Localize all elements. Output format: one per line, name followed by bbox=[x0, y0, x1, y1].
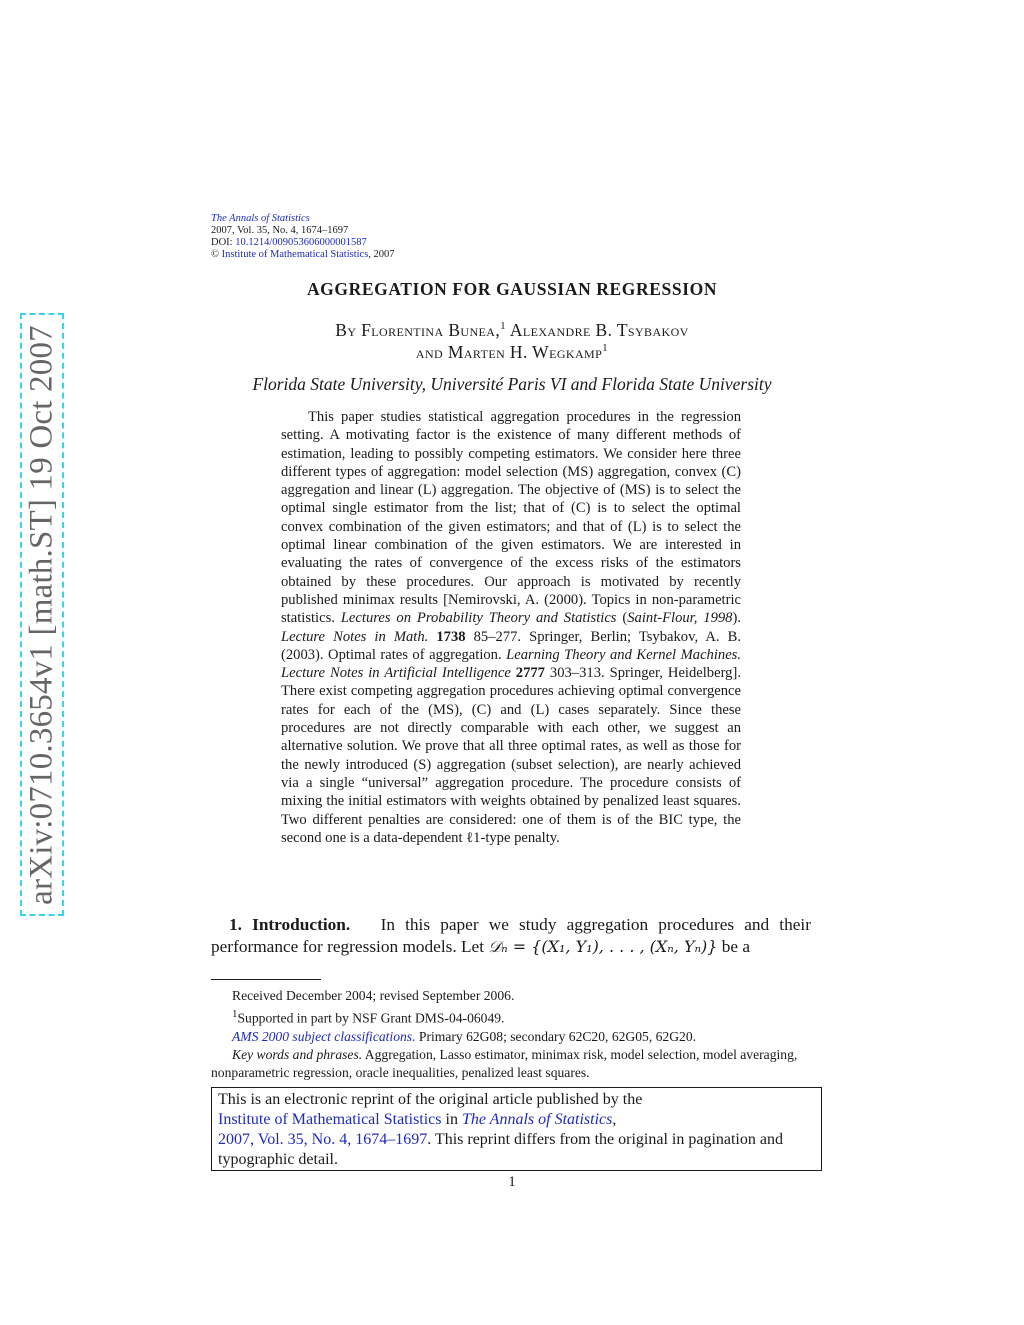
journal-reprint-link[interactable]: The Annals of Statistics bbox=[461, 1111, 613, 1128]
author-wegkamp: and Marten H. Wegkamp bbox=[415, 342, 603, 362]
paper-title: AGGREGATION FOR GAUSSIAN REGRESSION bbox=[306, 279, 718, 299]
copyright-year: , 2007 bbox=[368, 249, 395, 260]
abstract: This paper studies statistical aggregation procedures in the regression setting. A motivating factor is the existence of many different methods of estimation, leading to possibly competing estimators. We consider here three different types of aggregation: model selection (MS) aggregation, convex (C) aggregation and linear (L) aggregation. The objective of (MS) is to select the optimal single estimator from the list; that of (C) is to select the optimal convex combination of the given estimators; and that of (L) is to select the optimal linear combination of the given estimators. We are interested in evaluating the rates of convergence of the excess risks of the estimators obtained by these procedures. Our approach is motivated by recently published minimax results [Nemirovski, A. (2000). Topics in non-parametric statistics. Lectures on Probability Theory and Statistics (Saint-Flour, 1998). Lecture Notes in Math. 1738 85–277. Springer, Berlin; Tsybakov, A. B. (2003). Optimal rates of aggregation. Learning Theory and Kernel Machines. Lecture Notes in Artificial Intelligence 2777 303–313. Springer, Heidelberg]. There exist competing aggregation procedures achieving optimal convergence rates for each of the (MS), (C) and (L) cases separately. Since these procedures are not directly comparable with each other, we suggest an alternative solution. We prove that all three optimal rates, as well as those for the newly introduced (S) aggregation (subset selection), are nearly achieved via a single “universal” aggregation procedure. The procedure consists of mixing the initial estimators with weights obtained by penalized least squares. Two different penalties are considered: one of them is of the BIC type, the second one is a data-dependent ℓ1-type penalty. bbox=[281, 409, 741, 846]
footnote-mark: 1 bbox=[500, 320, 507, 333]
author-tsybakov: Alexandre B. Tsybakov bbox=[506, 320, 689, 340]
author-bunea: By Florentina Bunea, bbox=[335, 320, 501, 340]
doi-label: DOI: bbox=[211, 237, 233, 248]
ims-link[interactable]: Institute of Mathematical Statistics bbox=[221, 249, 369, 260]
section-heading: 1. Introduction. bbox=[229, 915, 351, 934]
arxiv-stamp bbox=[20, 313, 64, 916]
journal-name-link[interactable]: The Annals of Statistics bbox=[211, 213, 310, 224]
journal-volume: 2007, Vol. 35, No. 4, 1674–1697 bbox=[211, 225, 349, 236]
authors-line-2 bbox=[0, 342, 1024, 363]
dataset-formula: 𝒟ₙ = {(X₁, Y₁), . . . , (Xₙ, Yₙ)} bbox=[488, 937, 718, 956]
arxiv-identifier: arXiv:0710.3654v1 [math.ST] 19 Oct 2007 bbox=[23, 324, 60, 905]
keywords: Key words and phrases. Aggregation, Lasso estimator, minimax risk, model selection, model averaging, nonparametric regression, oracle inequalities, penalized least squares. bbox=[211, 1047, 798, 1081]
ams-link[interactable]: AMS 2000 subject classifications. bbox=[232, 1028, 416, 1044]
footnote-mark: 1 bbox=[602, 342, 609, 355]
footnotes bbox=[211, 987, 811, 1083]
volume-reprint-link[interactable]: 2007, Vol. 35, No. 4, 1674–1697 bbox=[218, 1131, 428, 1148]
authors-line-1 bbox=[0, 320, 1024, 341]
received-note: Received December 2004; revised September 2006. bbox=[232, 988, 515, 1003]
affiliations: Florida State University, Université Paris VI and Florida State University bbox=[252, 374, 772, 394]
footnote-divider bbox=[211, 979, 321, 980]
ims-reprint-link[interactable]: Institute of Mathematical Statistics bbox=[218, 1111, 442, 1128]
journal-header bbox=[211, 213, 395, 261]
copyright-symbol: © bbox=[211, 249, 219, 260]
ams-classification: AMS 2000 subject classifications. Primary 62G08; secondary 62C20, 62G05, 62G20. bbox=[232, 1028, 697, 1044]
page-number: 1 bbox=[508, 1174, 516, 1190]
doi-link[interactable]: 10.1214/009053606000001587 bbox=[235, 237, 367, 248]
support-note: $^1$Supported in part by NSF Grant DMS-04-06049. bbox=[232, 1008, 505, 1026]
introduction-paragraph: 1. Introduction. In this paper we study aggregation procedures and their performance for regression models. Let 𝒟ₙ = {(X₁, Y₁), . . . , (Xₙ, Yₙ)} be a bbox=[211, 915, 811, 956]
reprint-notice: This is an electronic reprint of the original article published by the Institute of Mathematical Statistics in The Annals of Statistics, 2007, Vol. 35, No. 4, 1674–1697. This reprint differs from the original in pagination and typographic detail. bbox=[211, 1087, 822, 1171]
